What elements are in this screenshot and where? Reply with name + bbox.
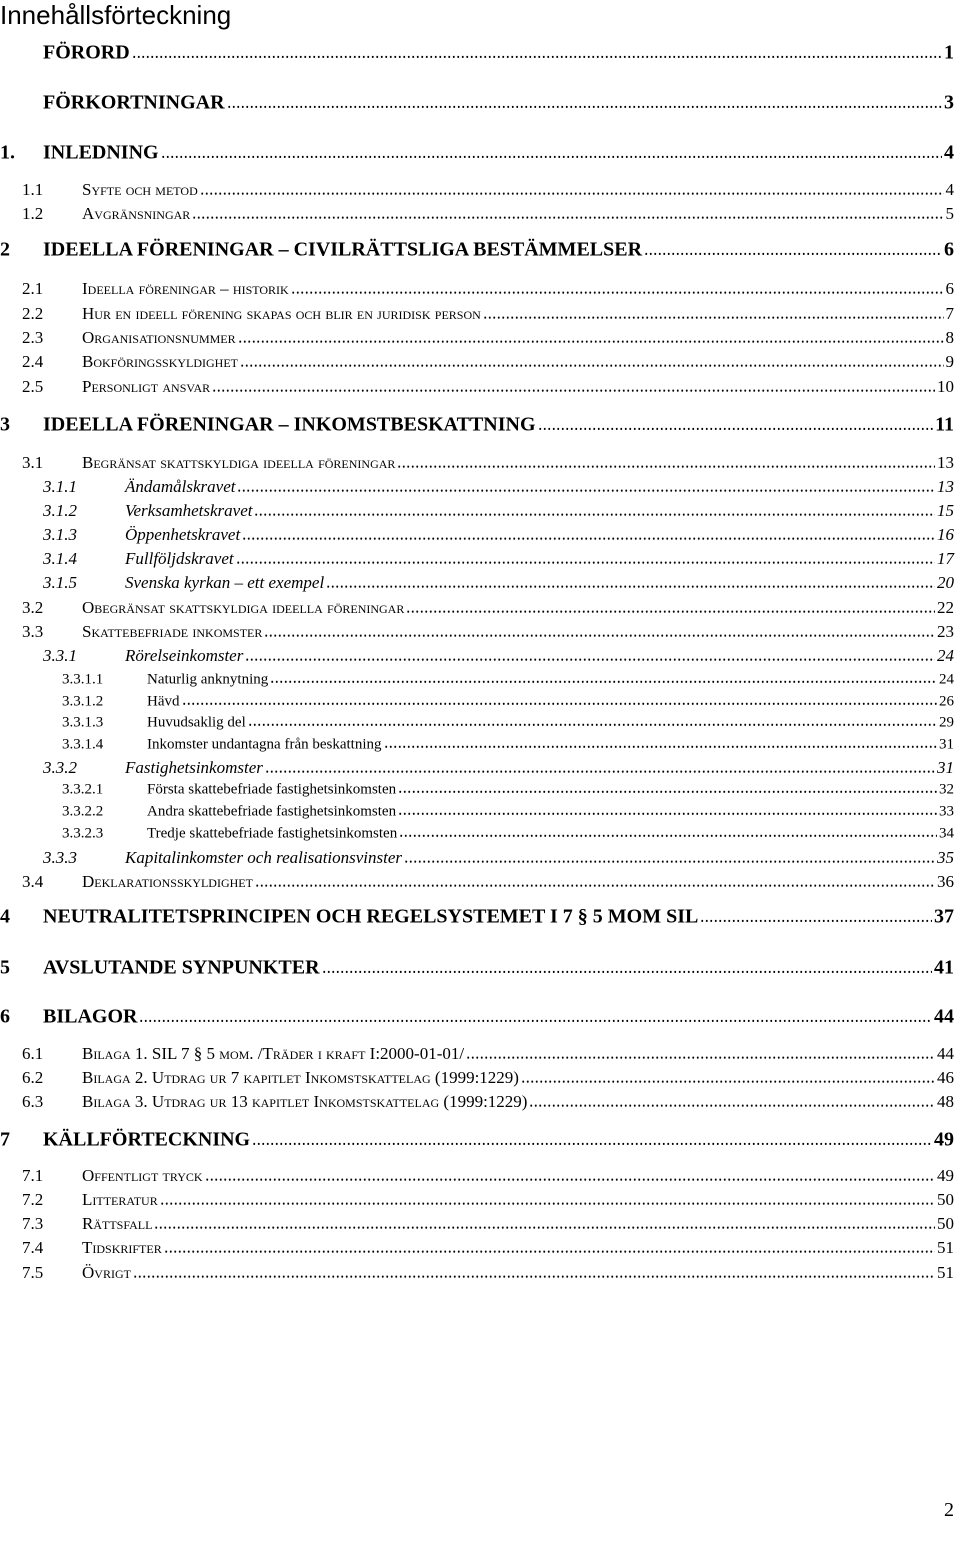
toc-entry[interactable] [0, 1238, 954, 1258]
dot-leader [399, 834, 937, 837]
toc-entry-title: Deklarationsskyldighet [82, 872, 253, 892]
toc-entry[interactable] [0, 91, 954, 114]
toc-entry-title: Obegränsat skattskyldiga ideella föreningar [82, 598, 405, 618]
dot-leader [245, 658, 935, 661]
toc-entry-page: 31 [937, 758, 954, 778]
toc-entry-title: Ändamålskravet [125, 477, 236, 497]
dot-leader [398, 812, 937, 815]
toc-entry-number: 7.4 [22, 1238, 44, 1258]
toc-entry-number: 7.3 [22, 1214, 44, 1234]
toc-entry-page: 46 [937, 1068, 954, 1088]
toc-entry-title: Fullföljdskravet [125, 549, 234, 569]
toc-entry-page: 49 [934, 1128, 954, 1151]
dot-leader [322, 969, 932, 973]
toc-entry-title: Personligt ansvar [82, 377, 211, 397]
toc-entry-page: 17 [937, 549, 954, 569]
toc-entry-page: 23 [937, 622, 954, 642]
toc-entry-title: Organisationsnummer [82, 328, 236, 348]
dot-leader [238, 340, 944, 343]
dot-leader [161, 154, 942, 158]
toc-entry[interactable] [0, 736, 954, 753]
toc-entry-title: Syfte och metod [82, 180, 198, 200]
dot-leader [182, 702, 938, 705]
toc-entry-number: 2.2 [22, 304, 44, 324]
toc-entry-title: Bilaga 1. SIL 7 § 5 mom. /Träder i kraft I:2000-01-01/ [82, 1044, 465, 1064]
toc-entry-page: 31 [939, 736, 954, 753]
toc-entry-number: 3.4 [22, 872, 44, 892]
toc-entry[interactable] [0, 180, 954, 200]
toc-entry-title: Bilaga 3. Utdrag ur 13 kapitlet Inkomstskattelag (1999:1229) [82, 1092, 528, 1112]
toc-entry-page: 41 [934, 956, 954, 979]
toc-entry-page: 1 [944, 41, 954, 64]
toc-entry-title: Begränsat skattskyldiga ideella föreningar [82, 453, 396, 473]
toc-entry-page: 50 [937, 1190, 954, 1210]
toc-entry-title: Öppenhetskravet [125, 525, 241, 545]
dot-leader [406, 610, 935, 613]
toc-entry-title: FÖRORD [43, 41, 130, 64]
toc-entry[interactable] [0, 238, 954, 261]
dot-leader [132, 54, 942, 58]
dot-leader [398, 790, 937, 793]
toc-entry-page: 34 [939, 825, 954, 842]
toc-entry-title: Offentligt tryck [82, 1166, 203, 1186]
toc-entry[interactable] [0, 304, 954, 324]
toc-entry-title: AVSLUTANDE SYNPUNKTER [43, 956, 320, 979]
toc-entry-page: 37 [934, 905, 954, 928]
toc-entry-number: 4 [0, 905, 10, 928]
toc-entry[interactable] [0, 573, 954, 593]
toc-entry-number: 7.1 [22, 1166, 44, 1186]
toc-entry[interactable] [0, 1214, 954, 1234]
toc-entry-page: 48 [937, 1092, 954, 1112]
toc-entry-title: Ideella föreningar – historik [82, 279, 289, 299]
toc-entry-title: Huvudsaklig del [147, 714, 246, 731]
toc-entry-page: 4 [944, 141, 954, 164]
dot-leader [529, 1104, 935, 1107]
dot-leader [200, 192, 944, 195]
toc-entry-number: 3.3.1.3 [62, 714, 104, 731]
dot-leader [212, 389, 935, 392]
toc-entry-number: 2.5 [22, 377, 44, 397]
toc-entry-page: 13 [937, 453, 954, 473]
toc-entry-title: Tidskrifter [82, 1238, 162, 1258]
dot-leader [700, 918, 932, 922]
toc-entry-page: 11 [935, 413, 954, 436]
toc-entry[interactable] [0, 1068, 954, 1088]
toc-entry[interactable] [0, 646, 954, 666]
toc-entry[interactable] [0, 781, 954, 798]
toc-entry-page: 24 [937, 646, 954, 666]
toc-entry-number: 2.1 [22, 279, 44, 299]
toc-entry-number: 3.1.2 [43, 501, 77, 521]
dot-leader [270, 680, 937, 683]
toc-entry[interactable] [0, 671, 954, 688]
dot-leader [192, 216, 943, 219]
toc-entry-page: 50 [937, 1214, 954, 1234]
dot-leader [265, 770, 935, 773]
toc-entry-title: INLEDNING [43, 141, 159, 164]
toc-entry-number: 7.2 [22, 1190, 44, 1210]
toc-entry-title: Verksamhetskravet [125, 501, 253, 521]
dot-leader [483, 316, 944, 319]
toc-entry[interactable] [0, 905, 954, 928]
toc-entry-title: Litteratur [82, 1190, 158, 1210]
toc-entry-title: IDEELLA FÖRENINGAR – INKOMSTBESKATTNING [43, 413, 536, 436]
toc-entry-number: 7.5 [22, 1263, 44, 1283]
toc-entry-number: 2 [0, 238, 10, 261]
dot-leader [397, 465, 935, 468]
toc-entry-page: 29 [939, 714, 954, 731]
toc-entry-number: 3.3.2.2 [62, 803, 104, 820]
toc-entry-page: 4 [945, 180, 954, 200]
dot-leader [384, 745, 937, 748]
toc-entry[interactable] [0, 693, 954, 710]
toc-entry-number: 6.3 [22, 1092, 44, 1112]
toc-entry-number: 3.1.4 [43, 549, 77, 569]
toc-entry-page: 9 [945, 352, 954, 372]
toc-entry-page: 5 [945, 204, 954, 224]
toc-entry-title: Rörelseinkomster [125, 646, 244, 666]
toc-entry-title: Första skattebefriade fastighetsinkomsten [147, 781, 397, 798]
toc-entry-title: NEUTRALITETSPRINCIPEN OCH REGELSYSTEMET I 7 § 5 MOM SIL [43, 905, 699, 928]
toc-entry[interactable] [0, 825, 954, 842]
dot-leader [466, 1056, 935, 1059]
toc-entry[interactable] [0, 501, 954, 521]
toc-entry-title: Avgränsningar [82, 204, 191, 224]
toc-entry-page: 24 [939, 671, 954, 688]
toc-entry-number: 3.3.1.2 [62, 693, 104, 710]
toc-entry-page: 51 [937, 1238, 954, 1258]
toc-entry-title: FÖRKORTNINGAR [43, 91, 225, 114]
toc-entry[interactable] [0, 1005, 954, 1028]
toc-entry-title: Skattebefriade inkomster [82, 622, 263, 642]
toc-entry[interactable] [0, 204, 954, 224]
toc-entry[interactable] [0, 352, 954, 372]
toc-entry[interactable] [0, 1092, 954, 1112]
toc-entry-title: Andra skattebefriade fastighetsinkomsten [147, 803, 397, 820]
toc-entry-page: 32 [939, 781, 954, 798]
toc-entry[interactable] [0, 1263, 954, 1283]
toc-entry[interactable] [0, 956, 954, 979]
dot-leader [404, 860, 935, 863]
toc-entry[interactable] [0, 141, 954, 164]
dot-leader [252, 1141, 932, 1145]
toc-entry-number: 3.1.3 [43, 525, 77, 545]
toc-entry[interactable] [0, 279, 954, 299]
toc-entry-title: Bokföringsskyldighet [82, 352, 239, 372]
toc-entry-title: Hävd [147, 693, 180, 710]
toc-entry-page: 13 [937, 477, 954, 497]
toc-entry-number: 1.2 [22, 204, 44, 224]
toc-entry[interactable] [0, 622, 954, 642]
toc-entry-page: 22 [937, 598, 954, 618]
dot-leader [254, 513, 935, 516]
dot-leader [227, 104, 942, 108]
toc-entry[interactable] [0, 714, 954, 731]
toc-entry-page: 15 [937, 501, 954, 521]
dot-leader [139, 1018, 932, 1022]
dot-leader [240, 364, 943, 367]
toc-entry-title: Tredje skattebefriade fastighetsinkomsten [147, 825, 398, 842]
toc-entry-number: 3.2 [22, 598, 44, 618]
toc-entry-number: 1.1 [22, 180, 44, 200]
toc-entry[interactable] [0, 803, 954, 820]
toc-entry-page: 44 [937, 1044, 954, 1064]
toc-entry-title: Svenska kyrkan – ett exempel [125, 573, 325, 593]
dot-leader [264, 634, 935, 637]
toc-entry-number: 3.1 [22, 453, 44, 473]
toc-entry-page: 49 [937, 1166, 954, 1186]
toc-entry[interactable] [0, 453, 954, 473]
toc-entry-number: 6 [0, 1005, 10, 1028]
toc-entry[interactable] [0, 41, 954, 64]
toc-entry-page: 6 [945, 279, 954, 299]
toc-entry-title: Rättsfall [82, 1214, 153, 1234]
dot-leader [164, 1250, 935, 1253]
page-title: Innehållsförteckning [0, 0, 232, 30]
toc-entry-page: 33 [939, 803, 954, 820]
toc-entry-number: 3.1.1 [43, 477, 77, 497]
dot-leader [242, 537, 935, 540]
toc-entry[interactable] [0, 1190, 954, 1210]
toc-entry-page: 20 [937, 573, 954, 593]
toc-entry-page: 6 [944, 238, 954, 261]
toc-entry-number: 3.3.2.3 [62, 825, 104, 842]
toc-entry-page: 16 [937, 525, 954, 545]
dot-leader [236, 561, 935, 564]
toc-entry-title: Naturlig anknytning [147, 671, 269, 688]
toc-entry[interactable] [0, 758, 954, 778]
toc-entry-number: 2.3 [22, 328, 44, 348]
toc-entry-title: KÄLLFÖRTECKNING [43, 1128, 251, 1151]
toc-entry-number: 3 [0, 413, 10, 436]
dot-leader [154, 1226, 935, 1229]
dot-leader [248, 723, 937, 726]
toc-entry-title: IDEELLA FÖRENINGAR – CIVILRÄTTSLIGA BESTÄMMELSER [43, 238, 643, 261]
toc-entry-page: 10 [937, 377, 954, 397]
toc-entry-title: Övrigt [82, 1263, 131, 1283]
toc-entry-page: 35 [937, 848, 954, 868]
toc-entry[interactable] [0, 598, 954, 618]
toc-entry[interactable] [0, 477, 954, 497]
dot-leader [205, 1178, 935, 1181]
toc-entry-page: 8 [945, 328, 954, 348]
toc-entry[interactable] [0, 377, 954, 397]
toc-entry[interactable] [0, 848, 954, 868]
toc-entry-number: 3.3 [22, 622, 44, 642]
toc-entry[interactable] [0, 872, 954, 892]
toc-entry-number: 3.3.1.4 [62, 736, 104, 753]
toc-entry[interactable] [0, 1128, 954, 1151]
toc-entry-page: 51 [937, 1263, 954, 1283]
dot-leader [521, 1080, 935, 1083]
toc-entry-number: 6.1 [22, 1044, 44, 1064]
toc-entry-number: 3.3.1.1 [62, 671, 104, 688]
toc-entry[interactable] [0, 1044, 954, 1064]
dot-leader [326, 585, 935, 588]
toc-entry-page: 7 [945, 304, 954, 324]
dot-leader [133, 1275, 935, 1278]
toc-entry-page: 36 [937, 872, 954, 892]
dot-leader [237, 489, 935, 492]
toc-entry-page: 26 [939, 693, 954, 710]
toc-entry-page: 44 [934, 1005, 954, 1028]
toc-entry-page: 3 [944, 91, 954, 114]
toc-entry-number: 7 [0, 1128, 10, 1151]
dot-leader [160, 1202, 935, 1205]
toc-entry-title: Fastighetsinkomster [125, 758, 263, 778]
toc-entry-number: 2.4 [22, 352, 44, 372]
toc-entry-number: 3.1.5 [43, 573, 77, 593]
dot-leader [255, 884, 935, 887]
toc-entry-title: Bilaga 2. Utdrag ur 7 kapitlet Inkomstskattelag (1999:1229) [82, 1068, 519, 1088]
toc-entry[interactable] [0, 549, 954, 569]
toc-entry-title: BILAGOR [43, 1005, 138, 1028]
toc-entry-number: 5 [0, 956, 10, 979]
dot-leader [538, 426, 934, 430]
toc-entry-title: Hur en ideell förening skapas och blir en juridisk person [82, 304, 481, 324]
toc-entry-title: Kapitalinkomster och realisationsvinster [125, 848, 403, 868]
toc-entry[interactable] [0, 413, 954, 436]
toc-entry[interactable] [0, 328, 954, 348]
toc-entry-title: Inkomster undantagna från beskattning [147, 736, 382, 753]
dot-leader [644, 251, 942, 255]
toc-entry-number: 3.3.1 [43, 646, 77, 666]
toc-entry-number: 3.3.2 [43, 758, 77, 778]
toc-entry-number: 3.3.3 [43, 848, 77, 868]
toc-entry[interactable] [0, 1166, 954, 1186]
toc-entry-number: 1. [0, 141, 15, 164]
page-number: 2 [944, 1499, 954, 1521]
toc-entry-number: 6.2 [22, 1068, 44, 1088]
toc-entry[interactable] [0, 525, 954, 545]
dot-leader [291, 291, 944, 294]
toc-entry-number: 3.3.2.1 [62, 781, 104, 798]
